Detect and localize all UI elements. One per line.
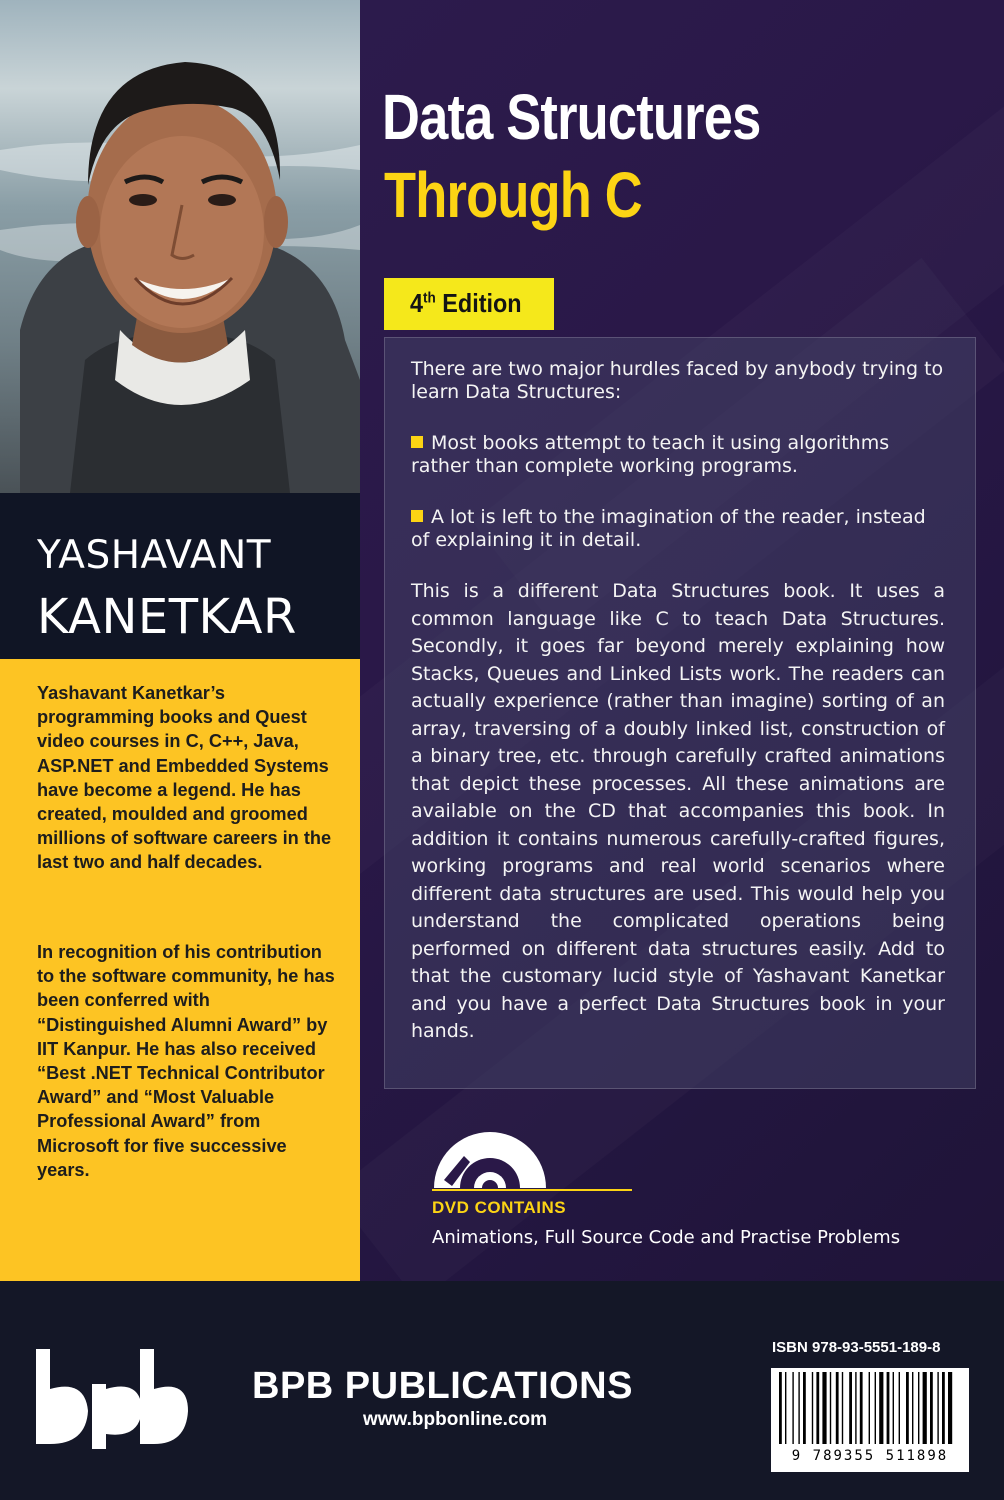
publisher-name: BPB PUBLICATIONS <box>252 1365 633 1407</box>
bio-paragraph: Yashavant Kanetkar’s programming books and Quest video courses in C, C++, Java, ASP.NET and Embedded Systems have become a legend. He has created, moulded and groomed millions of software careers in the last two and half decades. <box>37 683 332 873</box>
dvd-disc-icon <box>430 1128 550 1190</box>
barcode-digits: 9 789355 511898 <box>791 1448 949 1464</box>
blurb-main-paragraph: This is a different Data Structures book. It uses a common language like C to teach Data Structures. Secondly, it goes far beyond merely explaining how Stacks, Queues and Linked Lists work. The readers can actually experience (rather than imagine) sorting of an array, traversing of a doubly linked list, construction of a binary tree, etc. through carefully crafted animations that depict these processes. All these animations are available on the CD that accompanies this book. In addition it contains numerous carefully-crafted figures, working programs and real world scenarios where different data structures are used. This would help you understand the complicated operations being performed on different data structures easily. Add to that the customary lucid style of Yashavant Kanetkar and you have a perfect Data Structures book in your hands. <box>411 580 945 1042</box>
author-name-block <box>0 493 360 659</box>
isbn-barcode <box>771 1368 969 1472</box>
author-first-name: YASHAVANT <box>37 533 272 578</box>
blurb-bullet: Most books attempt to teach it using algorithms rather than complete working programs. <box>411 432 890 477</box>
blurb-box <box>384 337 976 1089</box>
author-last-name: KANETKAR <box>37 589 297 645</box>
dvd-heading: DVD CONTAINS <box>432 1198 567 1217</box>
edition-badge <box>384 278 554 330</box>
bpb-logo-icon <box>30 1349 190 1449</box>
dvd-divider <box>432 1189 632 1191</box>
author-photo <box>0 0 360 493</box>
bullet-square-icon <box>411 510 423 522</box>
dvd-contents: Animations, Full Source Code and Practise Problems <box>432 1227 901 1248</box>
author-bio <box>0 659 360 1281</box>
right-panel <box>360 0 1004 1281</box>
edition-number: 4th <box>410 288 436 318</box>
author-portrait-illustration <box>0 0 360 493</box>
blurb-bullet: A lot is left to the imagination of the reader, instead of explaining it in detail. <box>411 506 926 551</box>
blurb-intro: There are two major hurdles faced by anybody trying to learn Data Structures: <box>411 358 944 403</box>
barcode-bars-icon <box>775 1372 965 1446</box>
bullet-square-icon <box>411 436 423 448</box>
publisher-band <box>0 1281 1004 1500</box>
isbn-label: ISBN 978-93-5551-189-8 <box>772 1339 941 1356</box>
edition-word: Edition <box>442 288 522 318</box>
edition-label <box>410 288 522 319</box>
book-title-line2: Through C <box>384 159 642 231</box>
publisher-website: www.bpbonline.com <box>363 1409 548 1430</box>
bio-paragraph: In recognition of his contribution to the software community, he has been conferred with “Distinguished Alumni Award” by IIT Kanpur. He has also received “Best .NET Technical Contributor Award” and “Most Valuable Professional Award” from Microsoft for five successive years. <box>37 942 335 1180</box>
book-title-line1: Data Structures <box>382 81 761 153</box>
